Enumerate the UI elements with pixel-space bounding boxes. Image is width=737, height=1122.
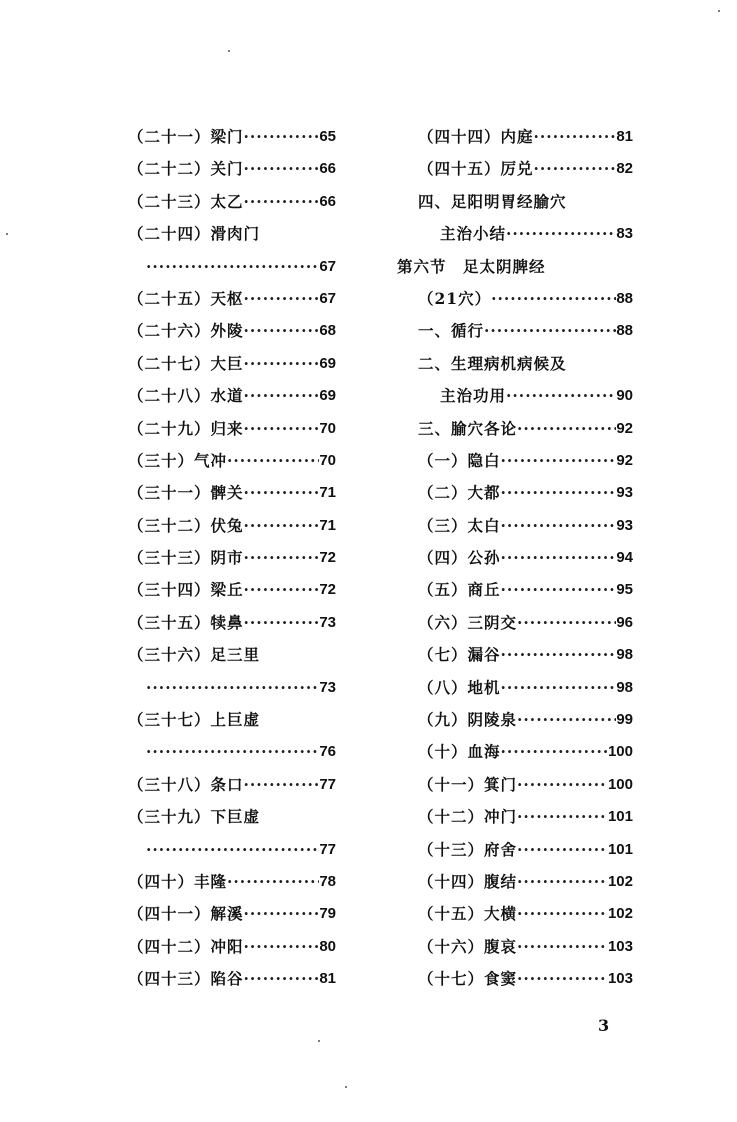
dot-leader [517, 903, 608, 935]
toc-entry-page: 90 [616, 387, 633, 405]
toc-entry-title: （三十七）上巨虚 [128, 710, 261, 730]
toc-entry-title: （八）地机 [418, 677, 501, 697]
toc-entry [128, 644, 336, 676]
toc-entry-title: （七）漏谷 [418, 645, 501, 665]
dot-leader [501, 450, 617, 482]
dot-leader [501, 482, 617, 514]
toc-entry-title: （十七）食窦 [418, 969, 518, 989]
toc-entry-page: 92 [616, 451, 633, 469]
toc-entry-title: （二十四）滑肉门 [128, 224, 261, 244]
toc-entry-title: （四十三）陷谷 [128, 969, 244, 989]
toc-entry [397, 677, 633, 709]
toc-entry [397, 353, 633, 385]
toc-entry-title: （21穴） [418, 288, 492, 308]
dot-leader [227, 450, 319, 482]
toc-entry-title: （二）大都 [418, 483, 501, 503]
toc-entry-title: （三十五）犊鼻 [128, 612, 244, 632]
toc-entry-title: （二十八）水道 [128, 386, 244, 406]
toc-entry-page: 72 [319, 581, 336, 599]
toc-entry-page: 81 [319, 970, 336, 988]
dot-leader [244, 968, 320, 1000]
toc-entry-title: 三、腧穴各论 [418, 418, 518, 438]
dot-leader [244, 126, 320, 158]
toc-entry [128, 806, 336, 838]
toc-entry [397, 644, 633, 676]
dot-leader [567, 191, 633, 223]
dot-leader [244, 936, 320, 968]
toc-entry-page: 98 [616, 678, 633, 696]
dot-leader [244, 515, 320, 547]
dot-leader [517, 968, 608, 1000]
dot-leader [517, 806, 608, 838]
toc-entry [397, 547, 633, 579]
toc-entry [128, 709, 336, 741]
toc-entry-page: 70 [319, 451, 336, 469]
dot-leader [244, 547, 320, 579]
toc-entry-page: 70 [319, 419, 336, 437]
toc-entry-title: （四十二）冲阳 [128, 936, 244, 956]
dot-leader [244, 320, 320, 352]
toc-entry-page: 79 [319, 905, 336, 923]
toc-entry-title: （五）商丘 [418, 580, 501, 600]
toc-entry [128, 968, 336, 1000]
toc-entry-title: 二、生理病机病候及 [418, 353, 567, 373]
toc-entry-title: （四十一）解溪 [128, 904, 244, 924]
dot-leader [244, 288, 320, 320]
toc-left-column [128, 126, 336, 1001]
dot-leader [244, 158, 320, 190]
toc-entry [397, 126, 633, 158]
toc-entry [128, 677, 336, 709]
toc-entry-title: （二十九）归来 [128, 418, 244, 438]
dot-leader [517, 612, 616, 644]
dot-leader [244, 903, 320, 935]
toc-entry-title: 第六节 足太阴脾经 [397, 256, 546, 276]
dot-leader [484, 320, 616, 352]
toc-entry-page: 69 [319, 354, 336, 372]
dot-leader [501, 741, 608, 773]
toc-entry [397, 709, 633, 741]
dot-leader [517, 839, 608, 871]
toc-entry [397, 482, 633, 514]
toc-entry [397, 839, 633, 871]
dot-leader [260, 644, 336, 676]
toc-entry-title: （九）阴陵泉 [418, 710, 518, 730]
toc-entry-title: 一、循行 [418, 321, 485, 341]
toc-entry [128, 871, 336, 903]
scan-speck [6, 233, 8, 235]
dot-leader [244, 191, 320, 223]
page-number: 3 [598, 1016, 610, 1035]
toc-entry-page: 99 [616, 711, 633, 729]
toc-entry-page: 95 [616, 581, 633, 599]
scan-speck [318, 1040, 320, 1042]
dot-leader [506, 223, 616, 255]
dot-leader [244, 612, 320, 644]
toc-entry-page: 67 [319, 257, 336, 275]
toc-entry-page: 81 [616, 128, 633, 145]
toc-entry [397, 418, 633, 450]
toc-entry [128, 612, 336, 644]
toc-entry-title: （二十三）太乙 [128, 191, 244, 211]
toc-entry [397, 871, 633, 903]
toc-entry-page: 69 [319, 387, 336, 405]
toc-entry [128, 482, 336, 514]
toc-entry-page: 78 [319, 872, 336, 890]
toc-entry-page: 76 [319, 743, 336, 761]
toc-entry-page: 101 [607, 840, 633, 858]
toc-entry [128, 223, 336, 255]
toc-entry [397, 806, 633, 838]
toc-entry-page: 98 [616, 646, 633, 664]
toc-entry [397, 968, 633, 1000]
dot-leader [546, 256, 633, 288]
toc-entry-page: 88 [616, 289, 633, 307]
toc-entry [397, 515, 633, 547]
toc-entry-page: 92 [616, 419, 633, 437]
dot-leader [244, 353, 320, 385]
toc-entry-title: （十六）腹哀 [418, 936, 518, 956]
dot-leader [244, 774, 320, 806]
toc-entry-title: （十四）腹结 [418, 871, 518, 891]
toc-entry [397, 320, 633, 352]
toc-entry [128, 320, 336, 352]
toc-entry-title: （二十五）天枢 [128, 288, 244, 308]
dot-leader [146, 741, 319, 773]
toc-entry [128, 774, 336, 806]
toc-entry-title: （三十一）髀关 [128, 483, 244, 503]
scan-speck [228, 50, 230, 52]
toc-entry-title: （十）血海 [418, 742, 501, 762]
toc-entry-title: （二十六）外陵 [128, 321, 244, 341]
toc-entry-page: 71 [319, 516, 336, 534]
toc-entry-title: （四）公孙 [418, 548, 501, 568]
toc-entry [397, 191, 633, 223]
dot-leader [260, 709, 336, 741]
toc-entry-page: 96 [616, 613, 633, 631]
toc-entry-page: 102 [607, 872, 633, 890]
dot-leader [517, 936, 608, 968]
toc-entry-title: （二十二）关门 [128, 159, 244, 179]
toc-entry-title: （十一）箕门 [418, 774, 518, 794]
dot-leader [491, 288, 616, 320]
toc-entry-page: 68 [319, 322, 336, 340]
dot-leader [501, 547, 617, 579]
toc-entry-page: 93 [616, 516, 633, 534]
toc-entry-page: 83 [616, 225, 633, 243]
dot-leader [146, 839, 319, 871]
toc-entry [128, 450, 336, 482]
toc-entry [128, 126, 336, 158]
toc-entry-title: （三十二）伏兔 [128, 515, 244, 535]
toc-entry-page: 94 [616, 549, 633, 567]
toc-entry-page: 73 [319, 613, 336, 631]
dot-leader [534, 126, 617, 158]
toc-entry [128, 288, 336, 320]
toc-entry-title: （三十三）阴市 [128, 548, 244, 568]
toc-entry-title: （六）三阴交 [418, 612, 518, 632]
toc-entry [397, 903, 633, 935]
dot-leader [501, 644, 617, 676]
dot-leader [244, 579, 320, 611]
toc-entry-page: 77 [319, 775, 336, 793]
toc-entry-title: （十二）冲门 [418, 807, 518, 827]
toc-entry-title: 四、足阳明胃经腧穴 [418, 191, 567, 211]
toc-entry-page: 82 [616, 160, 633, 178]
toc-entry [128, 741, 336, 773]
toc-entry-title: （四十四）内庭 [418, 127, 534, 146]
toc-entry [128, 191, 336, 223]
toc-entry-page: 80 [319, 937, 336, 955]
toc-entry-title: （一）隐白 [418, 450, 501, 470]
toc-entry-title: （三十九）下巨虚 [128, 807, 261, 827]
toc-entry-title: （三十六）足三里 [128, 645, 261, 665]
dot-leader [517, 709, 616, 741]
toc-entry-title: （二十七）大巨 [128, 353, 244, 373]
dot-leader [146, 677, 319, 709]
dot-leader [227, 871, 319, 903]
toc-entry-page: 65 [319, 128, 336, 145]
toc-entry-title: （三十八）条口 [128, 774, 244, 794]
toc-entry [128, 579, 336, 611]
toc-entry-page: 66 [319, 160, 336, 178]
dot-leader [146, 256, 319, 288]
dot-leader [244, 418, 320, 450]
toc-entry [128, 936, 336, 968]
toc-entry [397, 936, 633, 968]
toc-entry-title: （四十五）厉兑 [418, 159, 534, 179]
dot-leader [534, 158, 617, 190]
toc-entry-page: 93 [616, 484, 633, 502]
toc-entry-title: （三十四）梁丘 [128, 580, 244, 600]
dot-leader [244, 482, 320, 514]
toc-entry-page: 67 [319, 289, 336, 307]
toc-entry [128, 256, 336, 288]
toc-entry [128, 839, 336, 871]
scan-speck [718, 10, 720, 12]
toc-entry-title: （四十）丰隆 [128, 871, 228, 891]
toc-entry-title: （三）太白 [418, 515, 501, 535]
toc-entry [397, 774, 633, 806]
dot-leader [501, 677, 617, 709]
toc-entry-page: 66 [319, 192, 336, 210]
toc-entry [397, 579, 633, 611]
toc-entry [128, 903, 336, 935]
toc-entry-page: 100 [607, 775, 633, 793]
scan-speck [345, 1086, 347, 1088]
toc-entry-page: 100 [607, 743, 633, 761]
toc-entry-title: （十五）大横 [418, 904, 518, 924]
toc-entry [128, 547, 336, 579]
dot-leader [517, 871, 608, 903]
toc-entry [128, 385, 336, 417]
toc-entry-page: 73 [319, 678, 336, 696]
toc-right-column [397, 126, 633, 1001]
toc-entry [128, 515, 336, 547]
dot-leader [260, 806, 336, 838]
toc-entry [128, 353, 336, 385]
dot-leader [506, 385, 616, 417]
toc-entry [397, 385, 633, 417]
dot-leader [517, 418, 616, 450]
dot-leader [567, 353, 633, 385]
toc-entry [397, 612, 633, 644]
toc-entry [397, 158, 633, 190]
toc-entry [397, 223, 633, 255]
toc-entry-page: 88 [616, 322, 633, 340]
toc-entry [397, 741, 633, 773]
toc-entry-page: 72 [319, 549, 336, 567]
toc-entry [128, 158, 336, 190]
toc-entry [397, 256, 633, 288]
toc-entry-page: 103 [607, 970, 633, 988]
toc-entry [397, 450, 633, 482]
dot-leader [517, 774, 608, 806]
dot-leader [501, 515, 617, 547]
toc-entry-title: （三十）气冲 [128, 450, 228, 470]
toc-entry-page: 77 [319, 840, 336, 858]
toc-entry-page: 101 [607, 808, 633, 826]
toc-entry-title: （二十一）梁门 [128, 127, 244, 146]
toc-entry-page: 71 [319, 484, 336, 502]
toc-entry-page: 103 [607, 937, 633, 955]
toc-entry-title: 主治小结 [440, 224, 507, 244]
dot-leader [260, 223, 336, 255]
dot-leader [244, 385, 320, 417]
toc-entry [128, 418, 336, 450]
toc-entry [397, 288, 633, 320]
toc-entry-title: 主治功用 [440, 386, 507, 406]
toc-entry-page: 102 [607, 905, 633, 923]
toc-entry-title: （十三）府舍 [418, 839, 518, 859]
dot-leader [501, 579, 617, 611]
